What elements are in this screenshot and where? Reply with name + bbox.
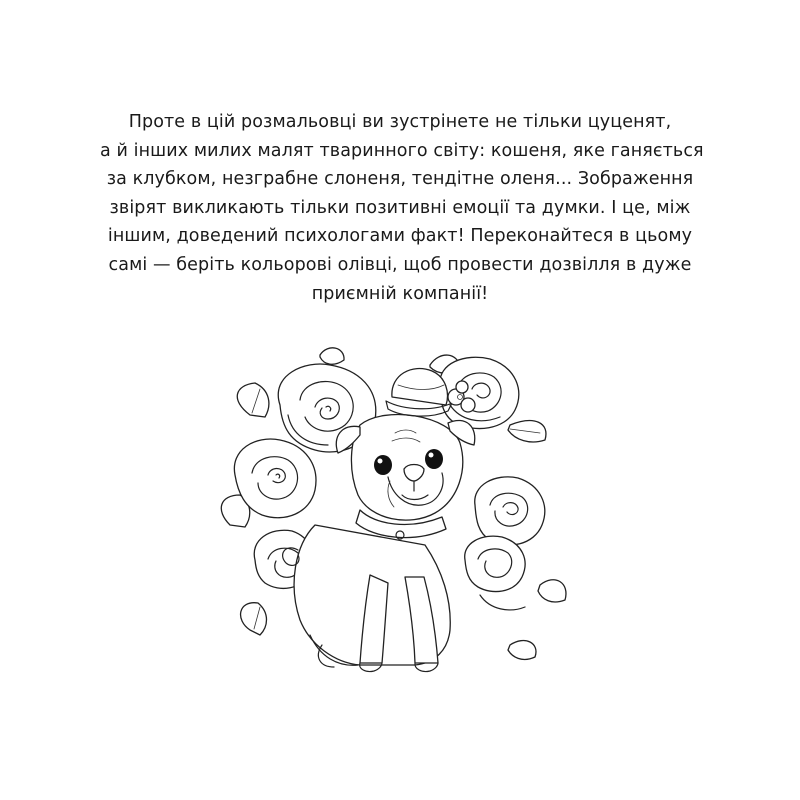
text-line: а й інших милих малят тваринного світу: кошеня, яке ганяється xyxy=(100,140,704,161)
text-line: за клубком, незграбне слоненя, тендітне оленя... Зображення xyxy=(106,169,694,190)
text-line: іншим, доведений психологами факт! Переконайтеся в цьому xyxy=(107,226,693,247)
intro-paragraph xyxy=(100,108,704,308)
text-line: самі — беріть кольорові олівці, щоб провести дозвілля в дуже xyxy=(108,254,692,275)
text-line: звірят викликають тільки позитивні емоції та думки. І це, між xyxy=(109,197,691,218)
text-line: приємній компанії! xyxy=(311,283,489,304)
text-line: Проте в цій розмальовці ви зустрінете не тільки цуценят, xyxy=(128,112,672,132)
pug-with-roses-illustration xyxy=(210,345,570,695)
rose-middle-right xyxy=(475,477,545,545)
line-art-drawing xyxy=(210,345,570,695)
rose-bottom-right xyxy=(465,536,525,610)
